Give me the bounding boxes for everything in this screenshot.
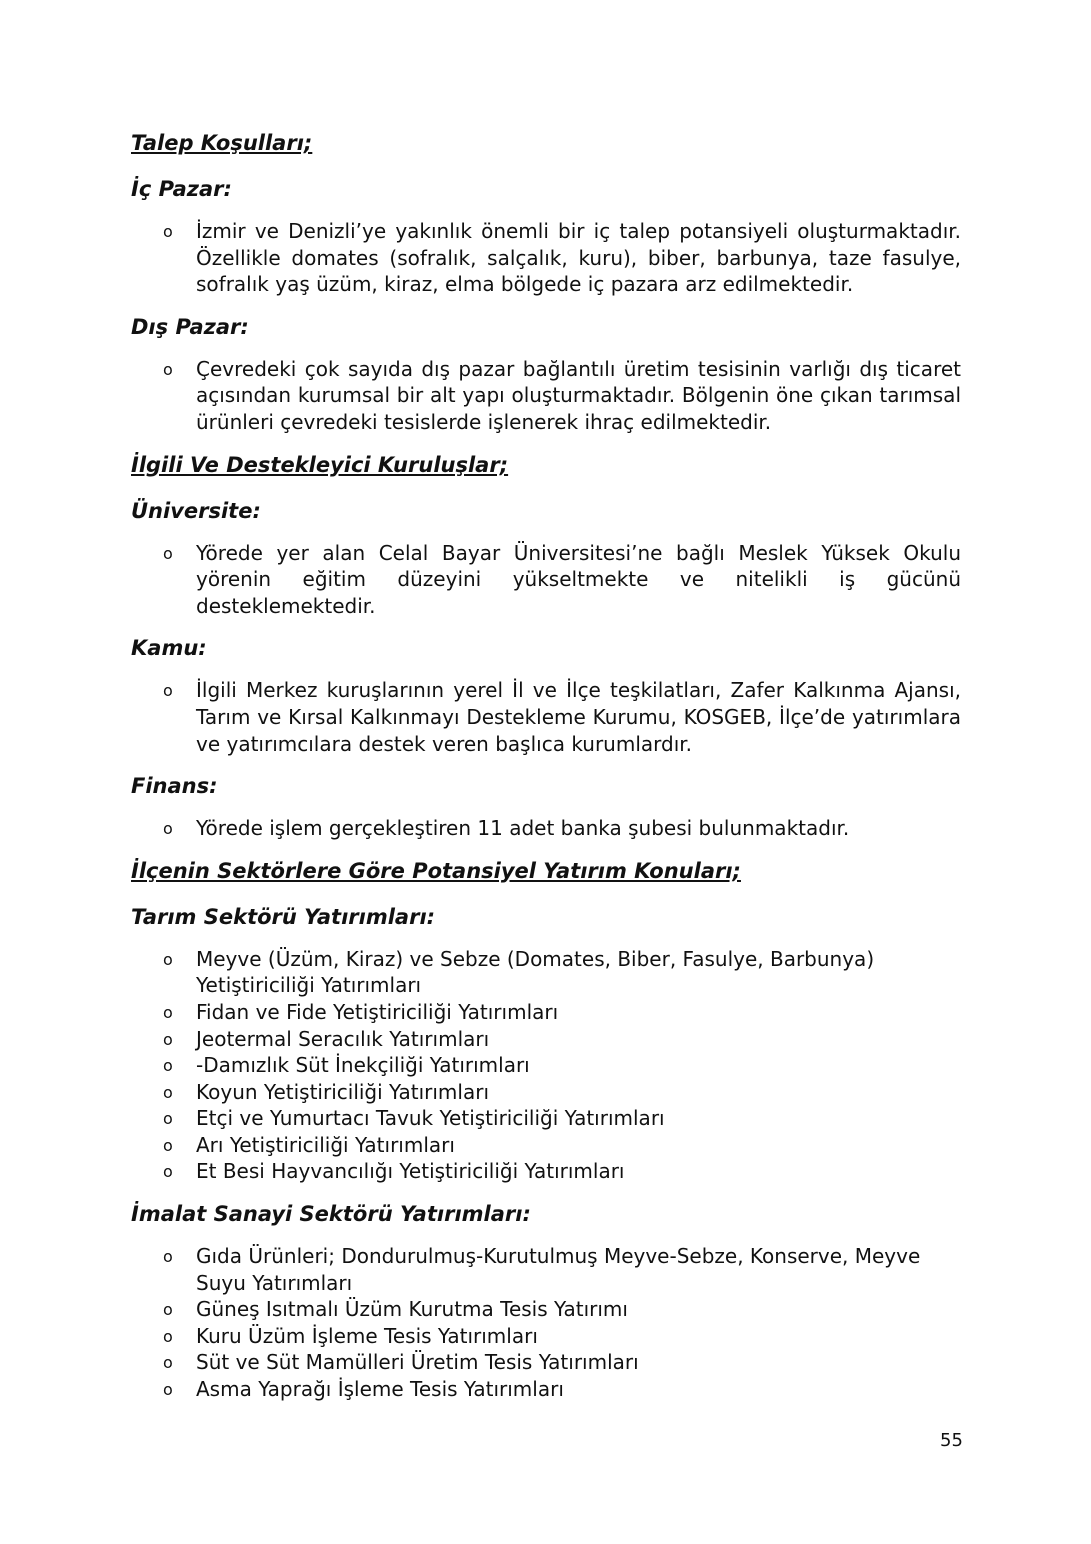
list-item-text: Jeotermal Seracılık Yatırımları [196,1026,490,1051]
list-item [131,1079,961,1106]
list-item-text: Arı Yetiştiriciliği Yatırımları [196,1132,455,1157]
list-item-text: Gıda Ürünleri; Dondurulmuş-Kurutulmuş Meyve-Sebze, Konserve, Meyve Suyu Yatırımları [196,1244,921,1295]
list-item [131,677,961,757]
bullet-icon: o [163,1162,173,1182]
list-item [131,1376,961,1403]
bullet-icon: o [163,1300,173,1320]
subsection-heading: Tarım Sektörü Yatırımları: [131,904,436,929]
page-number: 55 [940,1430,963,1451]
list-item-text: Yörede yer alan Celal Bayar Üniversitesi’ne bağlı Meslek Yüksek Okulu yörenin eğitim düzeyini yükseltmekte ve nitelikli iş gücünü desteklemektedir. [196,540,961,618]
list-item [131,1323,961,1350]
list-item [131,1132,961,1159]
section-heading: İlçenin Sektörlere Göre Potansiyel Yatırım Konuları; [131,858,741,883]
list-item-text: Süt ve Süt Mamülleri Üretim Tesis Yatırımları [196,1350,639,1375]
list-item [131,946,961,999]
bullet-icon: o [163,1326,173,1346]
bullet-icon: o [163,1109,173,1129]
list-item-text: Yörede işlem gerçekleştiren 11 adet banka şubesi bulunmaktadır. [196,816,850,841]
bullet-icon: o [163,819,173,839]
list-item-text: Etçi ve Yumurtacı Tavuk Yetiştiriciliği Yatırımları [196,1106,665,1131]
bullet-icon: o [163,1002,173,1022]
bullet-icon: o [163,1247,173,1267]
subsection-heading: İç Pazar: [131,177,232,201]
list-item-text: Et Besi Hayvancılığı Yetiştiriciliği Yatırımları [196,1159,625,1184]
list-item [131,1026,961,1053]
list-item-text: Kuru Üzüm İşleme Tesis Yatırımları [196,1323,538,1348]
list-item [131,1349,961,1376]
bullet-icon: o [163,543,173,563]
list-item [131,815,961,842]
subsection-heading: Üniversite: [131,498,261,523]
section-heading: İlgili Ve Destekleyici Kuruluşlar; [131,452,509,477]
list-item-text: Meyve (Üzüm, Kiraz) ve Sebze (Domates, Biber, Fasulye, Barbunya) Yetiştiriciliği Yatırımları [196,946,875,998]
list-item [131,356,961,436]
list-item [131,1105,961,1132]
list-item [131,1052,961,1079]
subsection-heading: Dış Pazar: [131,314,249,339]
list-item-text: -Damızlık Süt İnekçiliği Yatırımları [196,1053,530,1078]
list-item-text: Koyun Yetiştiriciliği Yatırımları [196,1079,490,1104]
bullet-icon: o [163,1029,173,1049]
subsection-heading: İmalat Sanayi Sektörü Yatırımları: [131,1202,531,1227]
bullet-icon: o [163,359,173,379]
bullet-list [131,356,961,436]
list-item-text: İzmir ve Denizli’ye yakınlık önemli bir iç talep potansiyeli oluşturmaktadır. Özellikle domates (sofralık, salçalık, kuru), biber, barbunya, taze fasulye, sofralık yaş üzüm, kiraz, elma bölgede iç pazara arz edilmektedir. [196,219,961,297]
list-item [131,999,961,1026]
bullet-icon: o [163,1380,173,1400]
bullet-icon: o [163,1353,173,1373]
bullet-icon: o [163,1135,173,1155]
bullet-list [131,218,961,298]
bullet-icon: o [163,1056,173,1076]
bullet-list [131,1243,961,1403]
bullet-list [131,815,961,842]
list-item-text: Güneş Isıtmalı Üzüm Kurutma Tesis Yatırımı [196,1297,628,1322]
list-item [131,1158,961,1185]
list-item [131,540,961,620]
list-item-text: İlgili Merkez kuruşlarının yerel İl ve İlçe teşkilatları, Zafer Kalkınma Ajansı, Tarım ve Kırsal Kalkınmayı Destekleme Kurumu, KOSGEB, İlçe’de yatırımlara ve yatırımcılara destek veren başlıca kurumlardır. [196,678,961,756]
page-content [131,128,961,1417]
bullet-icon: o [163,681,173,701]
section-heading: Talep Koşulları; [131,131,313,155]
bullet-list [131,540,961,620]
list-item [131,218,961,298]
list-item [131,1296,961,1323]
list-item-text: Fidan ve Fide Yetiştiriciliği Yatırımları [196,999,559,1024]
list-item-text: Çevredeki çok sayıda dış pazar bağlantılı üretim tesisinin varlığı dış ticaret açısından kurumsal bir alt yapı oluşturmaktadır. Bölgenin öne çıkan tarımsal ürünleri çevredeki tesislerde işlenerek ihraç edilmektedir. [196,356,961,434]
bullet-list [131,677,961,757]
bullet-icon: o [163,949,173,969]
list-item [131,1243,961,1296]
list-item-text: Asma Yaprağı İşleme Tesis Yatırımları [196,1377,564,1402]
bullet-list [131,946,961,1185]
subsection-heading: Kamu: [131,636,207,661]
bullet-icon: o [163,1082,173,1102]
bullet-icon: o [163,222,173,241]
subsection-heading: Finans: [131,774,218,799]
